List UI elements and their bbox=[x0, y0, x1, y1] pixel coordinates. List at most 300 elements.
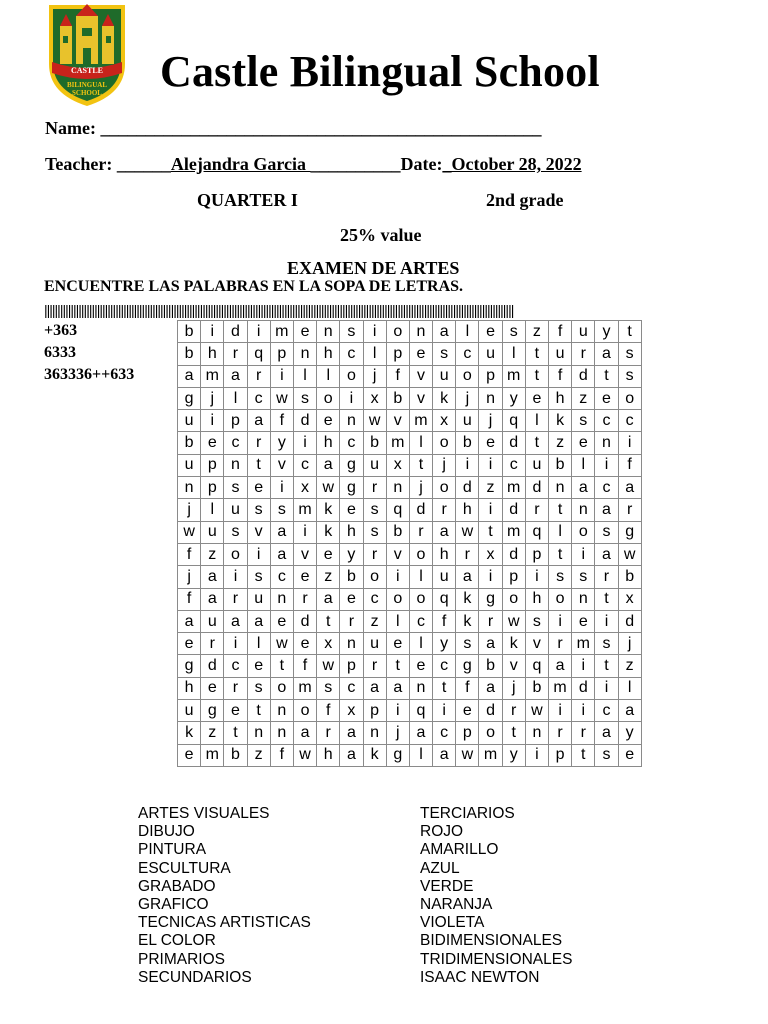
grid-cell: a bbox=[224, 365, 247, 387]
grid-cell: c bbox=[340, 432, 363, 454]
grid-cell: q bbox=[386, 499, 409, 521]
grid-cell: n bbox=[270, 722, 293, 744]
grid-cell: e bbox=[270, 610, 293, 632]
word-item: ESCULTURA bbox=[138, 859, 231, 877]
grid-cell: e bbox=[340, 588, 363, 610]
grid-cell: t bbox=[618, 321, 641, 343]
grid-cell: k bbox=[502, 633, 525, 655]
grid-cell: b bbox=[178, 321, 201, 343]
grid-cell: c bbox=[502, 454, 525, 476]
grid-row bbox=[178, 722, 642, 744]
grid-cell: s bbox=[247, 566, 270, 588]
grid-cell: n bbox=[224, 454, 247, 476]
grid-cell: r bbox=[456, 543, 479, 565]
grid-cell: v bbox=[409, 365, 432, 387]
grid-cell: p bbox=[201, 477, 224, 499]
grid-cell: o bbox=[409, 543, 432, 565]
grid-cell: w bbox=[363, 410, 386, 432]
grid-cell: w bbox=[317, 655, 340, 677]
grid-row bbox=[178, 432, 642, 454]
grid-cell: e bbox=[224, 700, 247, 722]
grid-row bbox=[178, 588, 642, 610]
grid-cell: h bbox=[340, 521, 363, 543]
grid-cell: h bbox=[317, 432, 340, 454]
grid-cell: x bbox=[317, 633, 340, 655]
grid-cell: t bbox=[247, 454, 270, 476]
grid-cell: s bbox=[595, 744, 618, 766]
name-blank: _________________________________________________ bbox=[100, 118, 542, 138]
grid-cell: r bbox=[409, 521, 432, 543]
grid-cell: o bbox=[433, 432, 456, 454]
grid-cell: i bbox=[293, 432, 316, 454]
grid-cell: x bbox=[479, 543, 502, 565]
teacher-date-line bbox=[45, 154, 582, 175]
grid-cell: i bbox=[293, 521, 316, 543]
teacher-label: Teacher: bbox=[45, 154, 113, 174]
castle-crest-logo-icon bbox=[46, 2, 128, 108]
grid-cell: u bbox=[201, 610, 224, 632]
quarter-label: QUARTER I bbox=[197, 190, 298, 210]
grid-cell: d bbox=[293, 410, 316, 432]
grid-cell: m bbox=[293, 677, 316, 699]
grid-cell: y bbox=[270, 432, 293, 454]
grid-cell: c bbox=[224, 432, 247, 454]
grid-cell: e bbox=[201, 432, 224, 454]
grid-cell: f bbox=[433, 610, 456, 632]
svg-text:CASTLE: CASTLE bbox=[70, 66, 104, 75]
grid-cell: j bbox=[409, 477, 432, 499]
grid-cell: v bbox=[386, 410, 409, 432]
grid-cell: a bbox=[224, 610, 247, 632]
grid-cell: y bbox=[502, 387, 525, 409]
grid-cell: l bbox=[549, 521, 572, 543]
grid-cell: f bbox=[178, 588, 201, 610]
grid-cell: v bbox=[409, 387, 432, 409]
grid-cell: g bbox=[178, 655, 201, 677]
grid-cell: i bbox=[525, 566, 548, 588]
word-item: BIDIMENSIONALES bbox=[420, 932, 563, 950]
grid-cell: r bbox=[595, 566, 618, 588]
grid-cell: g bbox=[479, 588, 502, 610]
grid-cell: f bbox=[270, 744, 293, 766]
grid-cell: c bbox=[340, 677, 363, 699]
grid-cell: w bbox=[293, 744, 316, 766]
grid-cell: r bbox=[224, 343, 247, 365]
grid-cell: d bbox=[201, 655, 224, 677]
grid-cell: s bbox=[340, 321, 363, 343]
grid-cell: e bbox=[572, 432, 595, 454]
grid-cell: b bbox=[618, 566, 641, 588]
grid-cell: e bbox=[178, 744, 201, 766]
grid-cell: e bbox=[525, 387, 548, 409]
grid-row bbox=[178, 744, 642, 766]
grid-row bbox=[178, 543, 642, 565]
exam-title: EXAMEN DE ARTES bbox=[287, 258, 460, 278]
word-item: PINTURA bbox=[138, 841, 207, 859]
grid-cell: g bbox=[340, 477, 363, 499]
grid-cell: l bbox=[201, 499, 224, 521]
grid-cell: m bbox=[572, 633, 595, 655]
value-label: 25% value bbox=[340, 225, 422, 245]
grid-cell: y bbox=[340, 543, 363, 565]
word-item: PRIMARIOS bbox=[138, 950, 225, 968]
grid-cell: l bbox=[409, 633, 432, 655]
word-list-right bbox=[420, 805, 572, 987]
grid-cell: c bbox=[247, 387, 270, 409]
grid-cell: l bbox=[572, 454, 595, 476]
grid-cell: a bbox=[433, 321, 456, 343]
grid-cell: b bbox=[363, 432, 386, 454]
grid-cell: w bbox=[525, 700, 548, 722]
grid-cell: l bbox=[224, 387, 247, 409]
grid-cell: o bbox=[618, 387, 641, 409]
grid-cell: o bbox=[386, 588, 409, 610]
grid-cell: r bbox=[224, 677, 247, 699]
word-item: TERCIARIOS bbox=[420, 805, 515, 822]
grid-cell: r bbox=[317, 722, 340, 744]
grid-cell: g bbox=[201, 700, 224, 722]
grid-cell: s bbox=[572, 566, 595, 588]
grid-cell: a bbox=[409, 722, 432, 744]
grid-cell: u bbox=[525, 454, 548, 476]
grid-cell: d bbox=[456, 477, 479, 499]
grid-cell: j bbox=[502, 677, 525, 699]
grid-cell: n bbox=[409, 677, 432, 699]
grid-row bbox=[178, 321, 642, 343]
grid-cell: o bbox=[549, 588, 572, 610]
grid-cell: p bbox=[386, 343, 409, 365]
grid-cell: m bbox=[479, 744, 502, 766]
grid-cell: r bbox=[340, 610, 363, 632]
grid-cell: z bbox=[525, 321, 548, 343]
grid-row bbox=[178, 477, 642, 499]
word-item: DIBUJO bbox=[138, 823, 195, 841]
grid-cell: n bbox=[317, 321, 340, 343]
grid-cell: u bbox=[178, 410, 201, 432]
grid-cell: x bbox=[340, 700, 363, 722]
grid-cell: f bbox=[549, 365, 572, 387]
grid-row bbox=[178, 454, 642, 476]
grid-cell: a bbox=[618, 477, 641, 499]
side-note: +363 bbox=[44, 322, 78, 339]
grid-cell: c bbox=[433, 655, 456, 677]
grid-cell: e bbox=[479, 432, 502, 454]
grid-cell: d bbox=[293, 610, 316, 632]
grid-cell: r bbox=[433, 499, 456, 521]
grid-cell: s bbox=[572, 410, 595, 432]
grid-cell: p bbox=[340, 655, 363, 677]
grid-cell: m bbox=[293, 499, 316, 521]
word-item: VIOLETA bbox=[420, 914, 485, 932]
grid-cell: o bbox=[317, 387, 340, 409]
grid-cell: i bbox=[224, 633, 247, 655]
name-label: Name: bbox=[45, 118, 96, 138]
grid-cell: n bbox=[293, 343, 316, 365]
grid-cell: u bbox=[247, 588, 270, 610]
grid-cell: m bbox=[201, 744, 224, 766]
grid-cell: q bbox=[525, 521, 548, 543]
word-item: TRIDIMENSIONALES bbox=[420, 950, 573, 968]
grid-cell: b bbox=[386, 521, 409, 543]
grid-cell: i bbox=[201, 410, 224, 432]
grid-cell: t bbox=[525, 343, 548, 365]
grid-cell: t bbox=[595, 365, 618, 387]
grid-cell: e bbox=[317, 410, 340, 432]
grid-cell: m bbox=[502, 521, 525, 543]
side-note: 363336++633 bbox=[44, 366, 135, 383]
grid-cell: l bbox=[363, 343, 386, 365]
grid-cell: c bbox=[293, 454, 316, 476]
grid-cell: l bbox=[293, 365, 316, 387]
grid-cell: n bbox=[178, 477, 201, 499]
grid-cell: l bbox=[409, 432, 432, 454]
word-search-grid bbox=[177, 320, 642, 767]
grid-cell: t bbox=[525, 365, 548, 387]
grid-cell: u bbox=[224, 499, 247, 521]
grid-cell: e bbox=[409, 655, 432, 677]
grid-cell: s bbox=[595, 521, 618, 543]
grade-label: 2nd grade bbox=[486, 190, 564, 210]
grid-cell: d bbox=[572, 677, 595, 699]
grid-cell: m bbox=[386, 432, 409, 454]
grid-cell: d bbox=[525, 477, 548, 499]
grid-cell: h bbox=[317, 744, 340, 766]
grid-cell: p bbox=[549, 744, 572, 766]
grid-row bbox=[178, 387, 642, 409]
grid-cell: z bbox=[247, 744, 270, 766]
grid-cell: m bbox=[201, 365, 224, 387]
grid-cell: m bbox=[549, 677, 572, 699]
grid-cell: a bbox=[178, 610, 201, 632]
grid-cell: o bbox=[270, 677, 293, 699]
grid-cell: z bbox=[363, 610, 386, 632]
grid-cell: n bbox=[525, 722, 548, 744]
grid-cell: s bbox=[502, 321, 525, 343]
grid-cell: u bbox=[201, 521, 224, 543]
grid-cell: a bbox=[340, 722, 363, 744]
word-item: GRABADO bbox=[138, 877, 216, 895]
grid-cell: f bbox=[456, 677, 479, 699]
grid-cell: o bbox=[433, 477, 456, 499]
grid-cell: a bbox=[479, 633, 502, 655]
grid-cell: a bbox=[363, 677, 386, 699]
grid-cell: i bbox=[363, 321, 386, 343]
grid-cell: a bbox=[293, 722, 316, 744]
grid-cell: u bbox=[363, 633, 386, 655]
grid-cell: i bbox=[479, 566, 502, 588]
grid-cell: v bbox=[270, 454, 293, 476]
grid-cell: s bbox=[618, 343, 641, 365]
grid-cell: o bbox=[340, 365, 363, 387]
grid-cell: i bbox=[270, 365, 293, 387]
grid-cell: q bbox=[433, 588, 456, 610]
grid-cell: r bbox=[363, 477, 386, 499]
school-logo bbox=[46, 2, 128, 108]
grid-cell: k bbox=[178, 722, 201, 744]
grid-cell: c bbox=[409, 610, 432, 632]
grid-cell: t bbox=[224, 722, 247, 744]
grid-cell: o bbox=[409, 588, 432, 610]
grid-cell: d bbox=[409, 499, 432, 521]
grid-cell: v bbox=[502, 655, 525, 677]
grid-cell: e bbox=[340, 499, 363, 521]
grid-cell: n bbox=[386, 477, 409, 499]
grid-cell: a bbox=[270, 543, 293, 565]
grid-cell: q bbox=[502, 410, 525, 432]
grid-cell: e bbox=[293, 321, 316, 343]
grid-cell: s bbox=[317, 677, 340, 699]
grid-cell: z bbox=[618, 655, 641, 677]
grid-cell: l bbox=[409, 744, 432, 766]
grid-cell: a bbox=[595, 722, 618, 744]
grid-cell: r bbox=[363, 655, 386, 677]
grid-cell: w bbox=[270, 633, 293, 655]
grid-cell: y bbox=[595, 321, 618, 343]
grid-cell: h bbox=[317, 343, 340, 365]
grid-cell: d bbox=[502, 543, 525, 565]
grid-cell: u bbox=[456, 410, 479, 432]
grid-cell: m bbox=[502, 477, 525, 499]
grid-cell: l bbox=[317, 365, 340, 387]
svg-text:SCHOOL: SCHOOL bbox=[72, 89, 102, 97]
word-item: GRAFICO bbox=[138, 896, 209, 914]
grid-cell: o bbox=[293, 700, 316, 722]
grid-cell: b bbox=[178, 343, 201, 365]
grid-cell: a bbox=[317, 454, 340, 476]
grid-cell: s bbox=[595, 633, 618, 655]
grid-cell: p bbox=[525, 543, 548, 565]
grid-cell: d bbox=[572, 365, 595, 387]
grid-cell: z bbox=[201, 543, 224, 565]
grid-cell: w bbox=[502, 610, 525, 632]
teacher-name: Alejandra Garcia bbox=[170, 154, 311, 174]
grid-cell: e bbox=[247, 655, 270, 677]
grid-cell: t bbox=[479, 521, 502, 543]
grid-cell: e bbox=[178, 633, 201, 655]
grid-cell: o bbox=[224, 543, 247, 565]
grid-cell: j bbox=[178, 499, 201, 521]
grid-cell: d bbox=[479, 700, 502, 722]
grid-cell: s bbox=[247, 677, 270, 699]
grid-cell: i bbox=[224, 566, 247, 588]
grid-cell: l bbox=[456, 321, 479, 343]
grid-cell: b bbox=[224, 744, 247, 766]
grid-cell: u bbox=[433, 566, 456, 588]
grid-cell: a bbox=[247, 410, 270, 432]
grid-cell: h bbox=[201, 343, 224, 365]
grid-cell: i bbox=[549, 700, 572, 722]
grid-cell: e bbox=[409, 343, 432, 365]
grid-cell: q bbox=[409, 700, 432, 722]
teacher-suffix-blank: __________ bbox=[310, 154, 401, 174]
grid-cell: e bbox=[456, 700, 479, 722]
grid-cell: s bbox=[456, 633, 479, 655]
grid-row bbox=[178, 365, 642, 387]
grid-cell: r bbox=[502, 700, 525, 722]
grid-cell: a bbox=[572, 477, 595, 499]
word-item: NARANJA bbox=[420, 896, 493, 914]
grid-cell: x bbox=[618, 588, 641, 610]
grid-cell: e bbox=[247, 477, 270, 499]
grid-cell: s bbox=[525, 610, 548, 632]
grid-cell: g bbox=[340, 454, 363, 476]
grid-cell: f bbox=[618, 454, 641, 476]
school-name: Castle Bilingual School bbox=[160, 47, 600, 96]
grid-cell: a bbox=[270, 521, 293, 543]
grid-cell: c bbox=[456, 343, 479, 365]
grid-cell: m bbox=[502, 365, 525, 387]
grid-cell: u bbox=[549, 343, 572, 365]
grid-cell: r bbox=[549, 722, 572, 744]
grid-cell: t bbox=[595, 588, 618, 610]
word-item: ISAAC NEWTON bbox=[420, 968, 540, 986]
grid-cell: u bbox=[433, 365, 456, 387]
grid-cell: j bbox=[386, 722, 409, 744]
grid-cell: p bbox=[363, 700, 386, 722]
grid-cell: r bbox=[293, 588, 316, 610]
grid-cell: a bbox=[340, 744, 363, 766]
grid-row bbox=[178, 521, 642, 543]
grid-row bbox=[178, 655, 642, 677]
grid-cell: l bbox=[247, 633, 270, 655]
grid-cell: a bbox=[618, 700, 641, 722]
grid-cell: k bbox=[433, 387, 456, 409]
grid-cell: z bbox=[317, 566, 340, 588]
separator-bars: |||||||||||||||||||||||||||||||||||||||||||||||||||||||||||||||||||||||||||||||||||||||||||||||||||||||||||||||||||||||||||||||||||||||||||||||||||||||||||||||||||||||||||||||||| bbox=[44, 302, 514, 318]
grid-cell: c bbox=[595, 700, 618, 722]
grid-cell: i bbox=[340, 387, 363, 409]
grid-cell: n bbox=[549, 477, 572, 499]
grid-row bbox=[178, 633, 642, 655]
grid-cell: m bbox=[270, 321, 293, 343]
grid-cell: a bbox=[433, 744, 456, 766]
grid-cell: i bbox=[247, 321, 270, 343]
grid-cell: o bbox=[572, 521, 595, 543]
grid-cell: k bbox=[549, 410, 572, 432]
grid-cell: g bbox=[386, 744, 409, 766]
grid-cell: s bbox=[224, 521, 247, 543]
grid-cell: x bbox=[363, 387, 386, 409]
grid-cell: t bbox=[525, 432, 548, 454]
word-item: SECUNDARIOS bbox=[138, 968, 252, 986]
grid-cell: f bbox=[178, 543, 201, 565]
grid-cell: e bbox=[293, 633, 316, 655]
grid-cell: k bbox=[317, 521, 340, 543]
grid-cell: l bbox=[618, 677, 641, 699]
grid-cell: w bbox=[178, 521, 201, 543]
grid-cell: s bbox=[363, 521, 386, 543]
word-list-left bbox=[138, 805, 311, 987]
grid-cell: f bbox=[293, 655, 316, 677]
grid-cell: i bbox=[572, 700, 595, 722]
grid-cell: z bbox=[479, 477, 502, 499]
word-item: ROJO bbox=[420, 823, 464, 841]
teacher-prefix-blank: ______ bbox=[116, 154, 171, 174]
grid-cell: s bbox=[618, 365, 641, 387]
side-notes bbox=[44, 320, 134, 386]
grid-cell: u bbox=[479, 343, 502, 365]
grid-cell: x bbox=[386, 454, 409, 476]
grid-cell: b bbox=[456, 432, 479, 454]
grid-cell: w bbox=[618, 543, 641, 565]
word-item: AZUL bbox=[420, 859, 460, 877]
grid-cell: s bbox=[224, 477, 247, 499]
grid-cell: e bbox=[595, 387, 618, 409]
grid-row bbox=[178, 677, 642, 699]
grid-cell: z bbox=[572, 387, 595, 409]
grid-cell: g bbox=[178, 387, 201, 409]
word-item: EL COLOR bbox=[138, 932, 216, 950]
